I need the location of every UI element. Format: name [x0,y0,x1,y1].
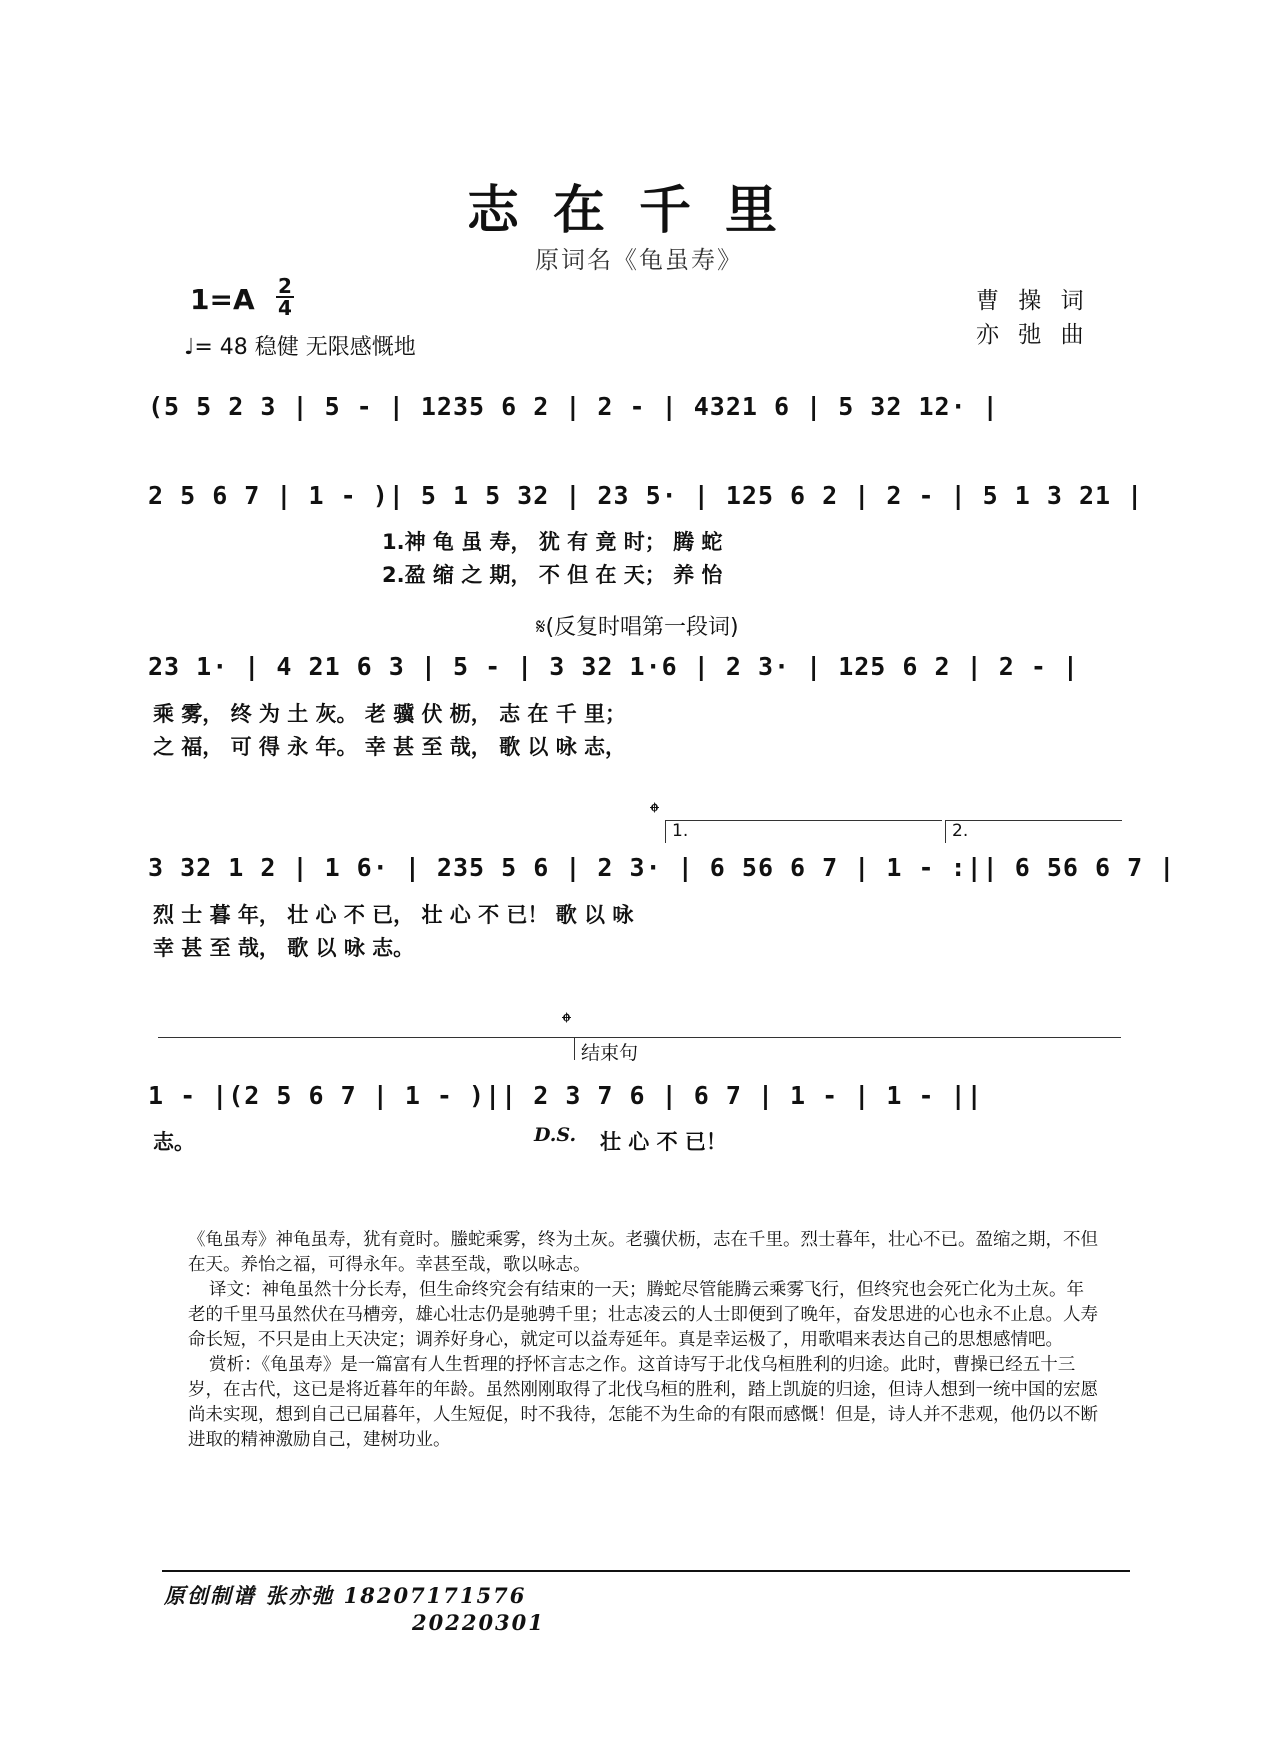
dal-segno-marking: D.S. [534,1124,577,1146]
score-line-5-lyric-1: 志。 [153,1130,195,1154]
key-signature: 1=A [190,283,255,316]
coda-symbol-1: 𝄌 [650,798,659,828]
coda-symbol-2: 𝄌 [562,1008,571,1038]
segno-marking: 𝄋(反复时唱第一段词) [536,615,739,640]
footer-date: 20220301 [412,1610,545,1635]
score-line-2-notes: 2 5 6 7 | 1 - )| 5 1 5 32 | 23 5· | 125 6 2 | 2 - | 5 1 3 21 | [148,481,1144,510]
tempo-marking: ♩= 48 稳健 无限感慨地 [184,335,416,360]
first-ending-label: 1. [672,821,689,841]
lyricist-credit: 曹 操 词 [976,288,1090,314]
score-line-4-lyric-2: 幸 甚 至 哉， 歌 以 咏 志。 [153,936,415,960]
original-poem: 《龟虽寿》神龟虽寿，犹有竟时。螣蛇乘雾，终为土灰。老骥伏枥，志在千里。烈士暮年，壮心不已。盈缩之期，不但在天。养怡之福，可得永年。幸甚至哉，歌以咏志。 [188,1230,1098,1275]
score-line-5-notes: 1 - |(2 5 6 7 | 1 - )|| 2 3 7 6 | 6 7 | 1 - | 1 - || [148,1081,983,1110]
second-ending-label: 2. [952,821,969,841]
score-line-2-lyric-2: 2.盈 缩 之 期， 不 但 在 天； 养 怡 [382,563,723,587]
score-line-3-lyric-1: 乘 雾， 终 为 土 灰。 老 骥 伏 枥， 志 在 千 里； [153,702,627,726]
second-ending-bracket [945,820,1122,843]
time-signature-top: 2 [278,274,292,298]
ending-section-label: 结束句 [581,1042,639,1064]
score-title: 志在千里 [466,180,811,241]
annotation-text [188,1228,1098,1453]
score-subtitle: 原词名《龟虽寿》 [535,246,743,274]
score-line-4-lyric-1: 烈 士 暮 年， 壮 心 不 已， 壮 心 不 已！ 歌 以 咏 [153,903,634,927]
score-line-4-notes: 3 32 1 2 | 1 6· | 235 5 6 | 2 3· | 6 56 6 7 | 1 - :|| 6 56 6 7 | [148,853,1176,882]
appreciation-paragraph: 赏析：《龟虽寿》是一篇富有人生哲理的抒怀言志之作。这首诗写于北伐乌桓胜利的归途。此时，曹操已经五十三岁，在古代，这已是将近暮年的年龄。虽然刚刚取得了北伐乌桓的胜利，踏上凯旋的归途，但诗人想到一统中国的宏愿尚未实现，想到自己已届暮年，人生短促，时不我待，怎能不为生命的有限而感慨！但是，诗人并不悲观，他仍以不断进取的精神激励自己，建树功业。 [188,1355,1098,1450]
time-signature [276,276,294,318]
translation-paragraph: 译文：神龟虽然十分长寿，但生命终究会有结束的一天；腾蛇尽管能腾云乘雾飞行，但终究也会死亡化为土灰。年老的千里马虽然伏在马槽旁，雄心壮志仍是驰骋千里；壮志凌云的人士即便到了晚年，奋发思进的心也永不止息。人寿命长短，不只是由上天决定；调养好身心，就定可以益寿延年。真是幸运极了，用歌唱来表达自己的思想感情吧。 [188,1280,1098,1350]
footer-author: 原创制谱 张亦弛 18207171576 [164,1583,527,1608]
score-line-1-notes: (5 5 2 3 | 5 - | 1235 6 2 | 2 - | 4321 6 | 5 32 12· | [148,392,999,421]
ending-section-bracket [574,1037,1121,1064]
score-line-3-lyric-2: 之 福， 可 得 永 年。 幸 甚 至 哉， 歌 以 咏 志， [153,735,627,759]
footer-rule [162,1570,1130,1572]
score-line-5-lyric-end: 壮 心 不 已！ [600,1130,727,1154]
score-line-2-lyric-1: 1.神 龟 虽 寿， 犹 有 竟 时； 腾 蛇 [382,530,723,554]
first-ending-bracket [665,820,942,843]
coda-line [158,1037,578,1038]
composer-credit: 亦 弛 曲 [976,322,1090,348]
score-line-3-notes: 23 1· | 4 21 6 3 | 5 - | 3 32 1·6 | 2 3· | 125 6 2 | 2 - | [148,652,1079,681]
time-signature-bottom: 4 [276,296,294,318]
